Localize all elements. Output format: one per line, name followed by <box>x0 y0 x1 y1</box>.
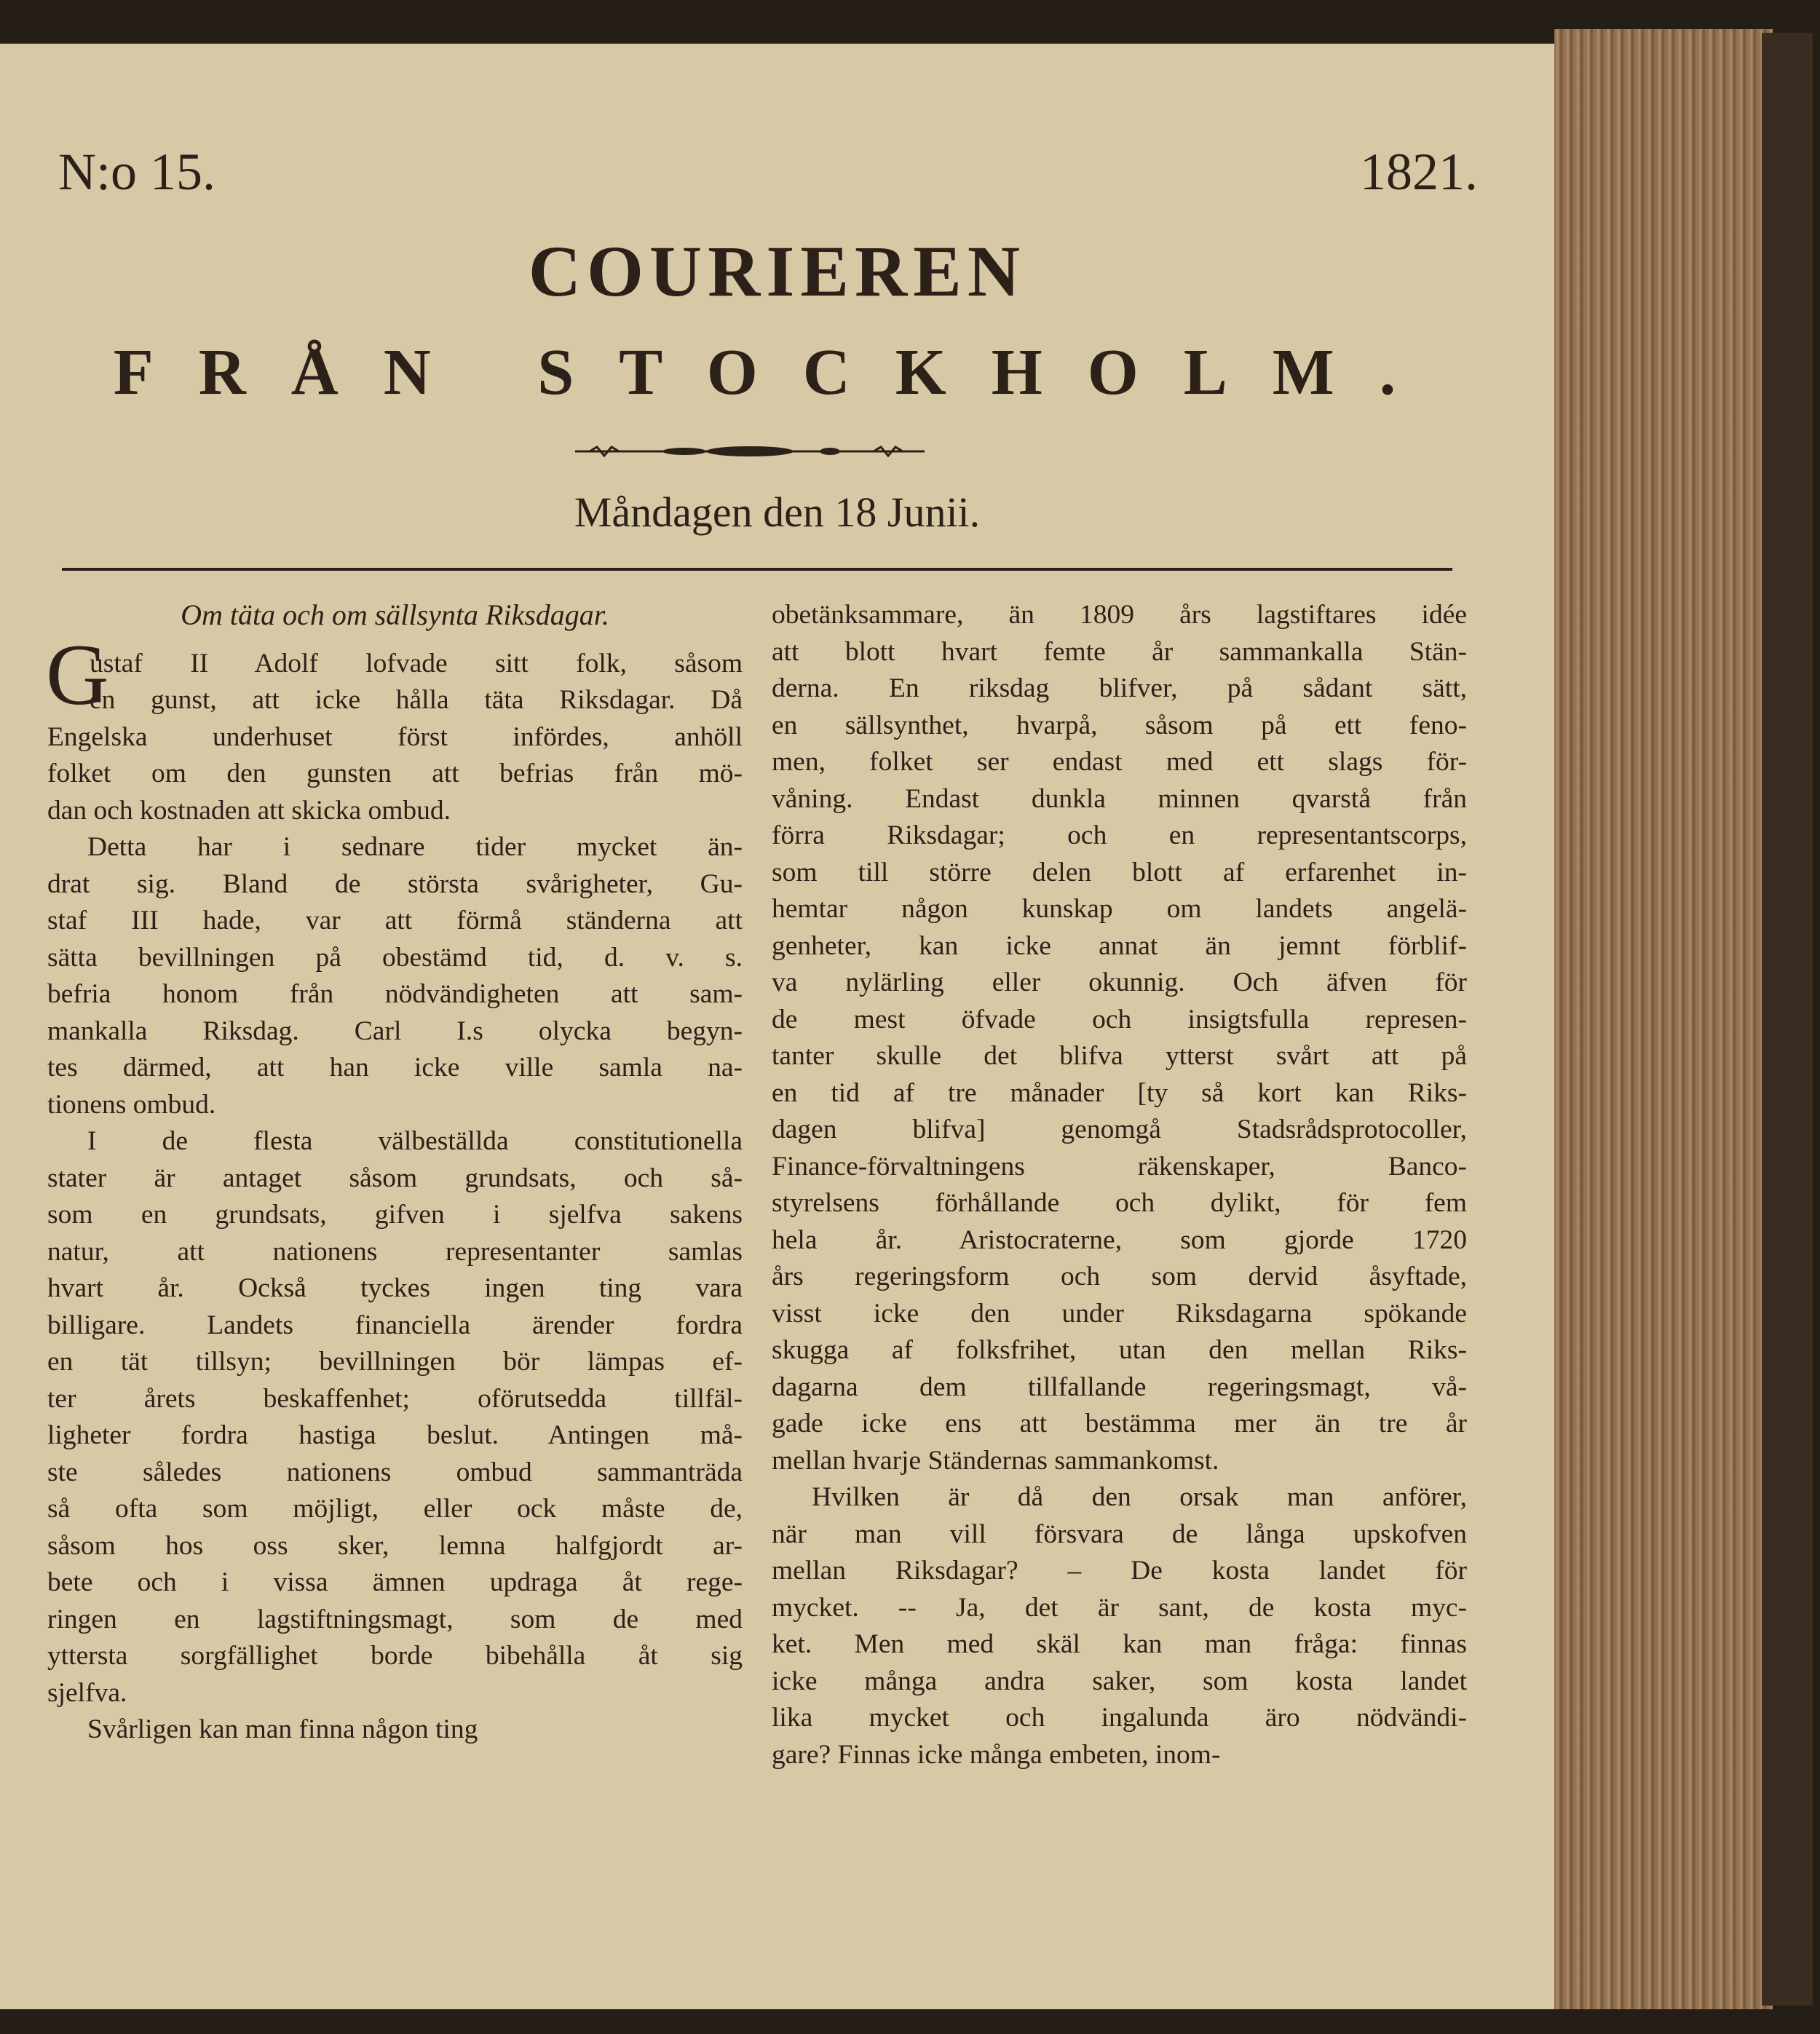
text-line: ter årets beskaffenhet; oförutsedda tillfäl- <box>47 1383 743 1414</box>
text-line: bete och i vissa ämnen updraga åt rege- <box>47 1567 743 1597</box>
text-line: stater är antaget såsom grundsats, och så- <box>47 1163 743 1193</box>
text-line: va nylärling eller okunnig. Och äfven för <box>772 967 1467 997</box>
text-line: billigare. Landets financiella ärender fordra <box>47 1310 743 1340</box>
text-line: Detta har i sednare tider mycket än- <box>87 832 743 862</box>
masthead-subtitle: FRÅN STOCKHOLM. <box>113 336 1441 408</box>
left-column-text <box>46 625 743 1749</box>
text-line: yttersta sorgfällighet borde bibehålla åt sig <box>47 1641 743 1671</box>
text-line: styrelsens förhållande och dylikt, för fem <box>772 1188 1467 1218</box>
ornamental-divider-icon <box>568 440 932 462</box>
text-line: tanter skulle det blifva ytterst svårt att på <box>772 1041 1467 1071</box>
text-line: gare? Finnas icke många embeten, inom- <box>772 1739 1221 1770</box>
text-line: våning. Endast dunkla minnen qvarstå från <box>772 783 1467 814</box>
text-line: folket om den gunsten att befrias från mö- <box>47 759 743 788</box>
masthead-title: COURIEREN <box>528 231 1026 312</box>
text-line: visst icke den under Riksdagarna spökande <box>772 1298 1467 1329</box>
text-line: mycket. -- Ja, det är sant, de kosta myc- <box>772 1592 1467 1623</box>
text-line: Hvilken är då den orsak man anförer, <box>812 1482 1467 1512</box>
issue-header <box>58 142 1478 207</box>
text-line: mankalla Riksdag. Carl I.s olycka begyn- <box>47 1016 743 1046</box>
right-column <box>772 597 1467 1773</box>
text-line: ket. Men med skäl kan man fråga: finnas <box>772 1629 1467 1659</box>
text-line: genheter, kan icke annat än jemnt förblif- <box>772 930 1467 961</box>
text-line: sätta bevillningen på obestämd tid, d. v. s. <box>47 942 743 973</box>
text-line: dagen blifva] genomgå Stadsrådsprotocoller, <box>772 1115 1467 1144</box>
text-line: icke många andra saker, som kosta landet <box>772 1666 1467 1696</box>
text-line: hemtar någon kunskap om landets angelä- <box>772 894 1467 924</box>
text-line: sjelfva. <box>47 1677 127 1708</box>
text-line: tionens ombud. <box>47 1089 216 1120</box>
text-line: förra Riksdagar; och en representantscorps, <box>772 820 1467 850</box>
text-line-content: ustaf II Adolf lofvade sitt folk, såsom <box>90 648 743 678</box>
text-line: mellan hvarje Ständernas sammankomst. <box>772 1445 1219 1476</box>
text-line: en tät tillsyn; bevillningen bör lämpas ef- <box>47 1347 743 1377</box>
text-line: befria honom från nödvändigheten att sam- <box>47 979 743 1009</box>
text-line: när man vill försvara de långa upskofven <box>772 1519 1467 1549</box>
text-line: tes därmed, att han icke ville samla na- <box>47 1053 743 1083</box>
text-line: gade icke ens att bestämma mer än tre år <box>772 1409 1467 1439</box>
text-line: drat sig. Bland de största svårigheter, Gu- <box>47 868 743 899</box>
text-line: de mest öfvade och insigtsfulla represen- <box>772 1004 1467 1034</box>
right-column-text <box>772 597 1467 1773</box>
text-line: ringen en lagstiftningsmagt, som de med <box>47 1604 743 1634</box>
drop-cap: G <box>46 625 109 723</box>
text-line: derna. En riksdag blifver, på sådant sätt, <box>772 673 1467 703</box>
text-line: lika mycket och ingalunda äro nödvändi- <box>772 1703 1467 1733</box>
text-line: skugga af folksfrihet, utan den mellan Riks- <box>772 1335 1467 1365</box>
book-cover-edge <box>1762 33 1813 2006</box>
text-line: ligheter fordra hastiga beslut. Antingen må- <box>47 1420 743 1450</box>
text-line: Svårligen kan man finna någon ting <box>87 1714 478 1744</box>
text-line: en sällsynthet, hvarpå, såsom på ett feno- <box>772 710 1467 740</box>
text-line: Engelska underhuset först infördes, anhöll <box>47 721 743 752</box>
text-line: års regeringsform och som dervid åsyftade, <box>772 1262 1467 1291</box>
article-title: Om täta och om sällsynta Riksdagar. <box>181 598 609 631</box>
text-line: obetänksammare, än 1809 års lagstiftares idée <box>772 600 1467 630</box>
text-line: dan och kostnaden att skicka ombud. <box>47 795 451 826</box>
text-line: hvart år. Också tyckes ingen ting vara <box>47 1273 743 1303</box>
text-line: ste således nationens ombud sammanträda <box>47 1457 743 1487</box>
text-line: som till större delen blott af erfarenhet in- <box>772 857 1467 887</box>
book-page-edges <box>1554 29 1773 2009</box>
text-line: som en grundsats, gifven i sjelfva sakens <box>47 1200 743 1230</box>
text-line: en gunst, att icke hålla täta Riksdagar. Då <box>90 685 743 715</box>
text-line: mellan Riksdagar? – De kosta landet för <box>772 1556 1467 1586</box>
issue-year: 1821. <box>1360 143 1478 201</box>
text-line: staf III hade, var att förmå ständerna att <box>47 906 743 935</box>
left-column <box>47 597 743 1749</box>
text-line: I de flesta välbeställda constitutionella <box>87 1126 743 1156</box>
issue-date: Måndagen den 18 Junii. <box>574 488 981 536</box>
text-line: natur, att nationens representanter samlas <box>47 1236 743 1267</box>
newspaper-page <box>0 44 1554 2009</box>
header-rule <box>62 568 1452 571</box>
text-line: att blott hvart femte år sammankalla Stän- <box>772 636 1467 667</box>
text-line: en tid af tre månader [ty så kort kan Riks- <box>772 1077 1467 1108</box>
text-line: dagarna dem tillfallande regeringsmagt, vå- <box>772 1372 1467 1402</box>
text-line: så ofta som möjligt, eller ock måste de, <box>47 1494 743 1524</box>
text-line: men, folket ser endast med ett slags för- <box>772 747 1467 777</box>
issue-number: N:o 15. <box>58 143 215 201</box>
text-line: Finance-förvaltningens räkenskaper, Banco- <box>772 1151 1467 1182</box>
text-line: såsom hos oss sker, lemna halfgjordt ar- <box>47 1530 743 1561</box>
text-line: hela år. Aristocraterne, som gjorde 1720 <box>772 1224 1467 1255</box>
